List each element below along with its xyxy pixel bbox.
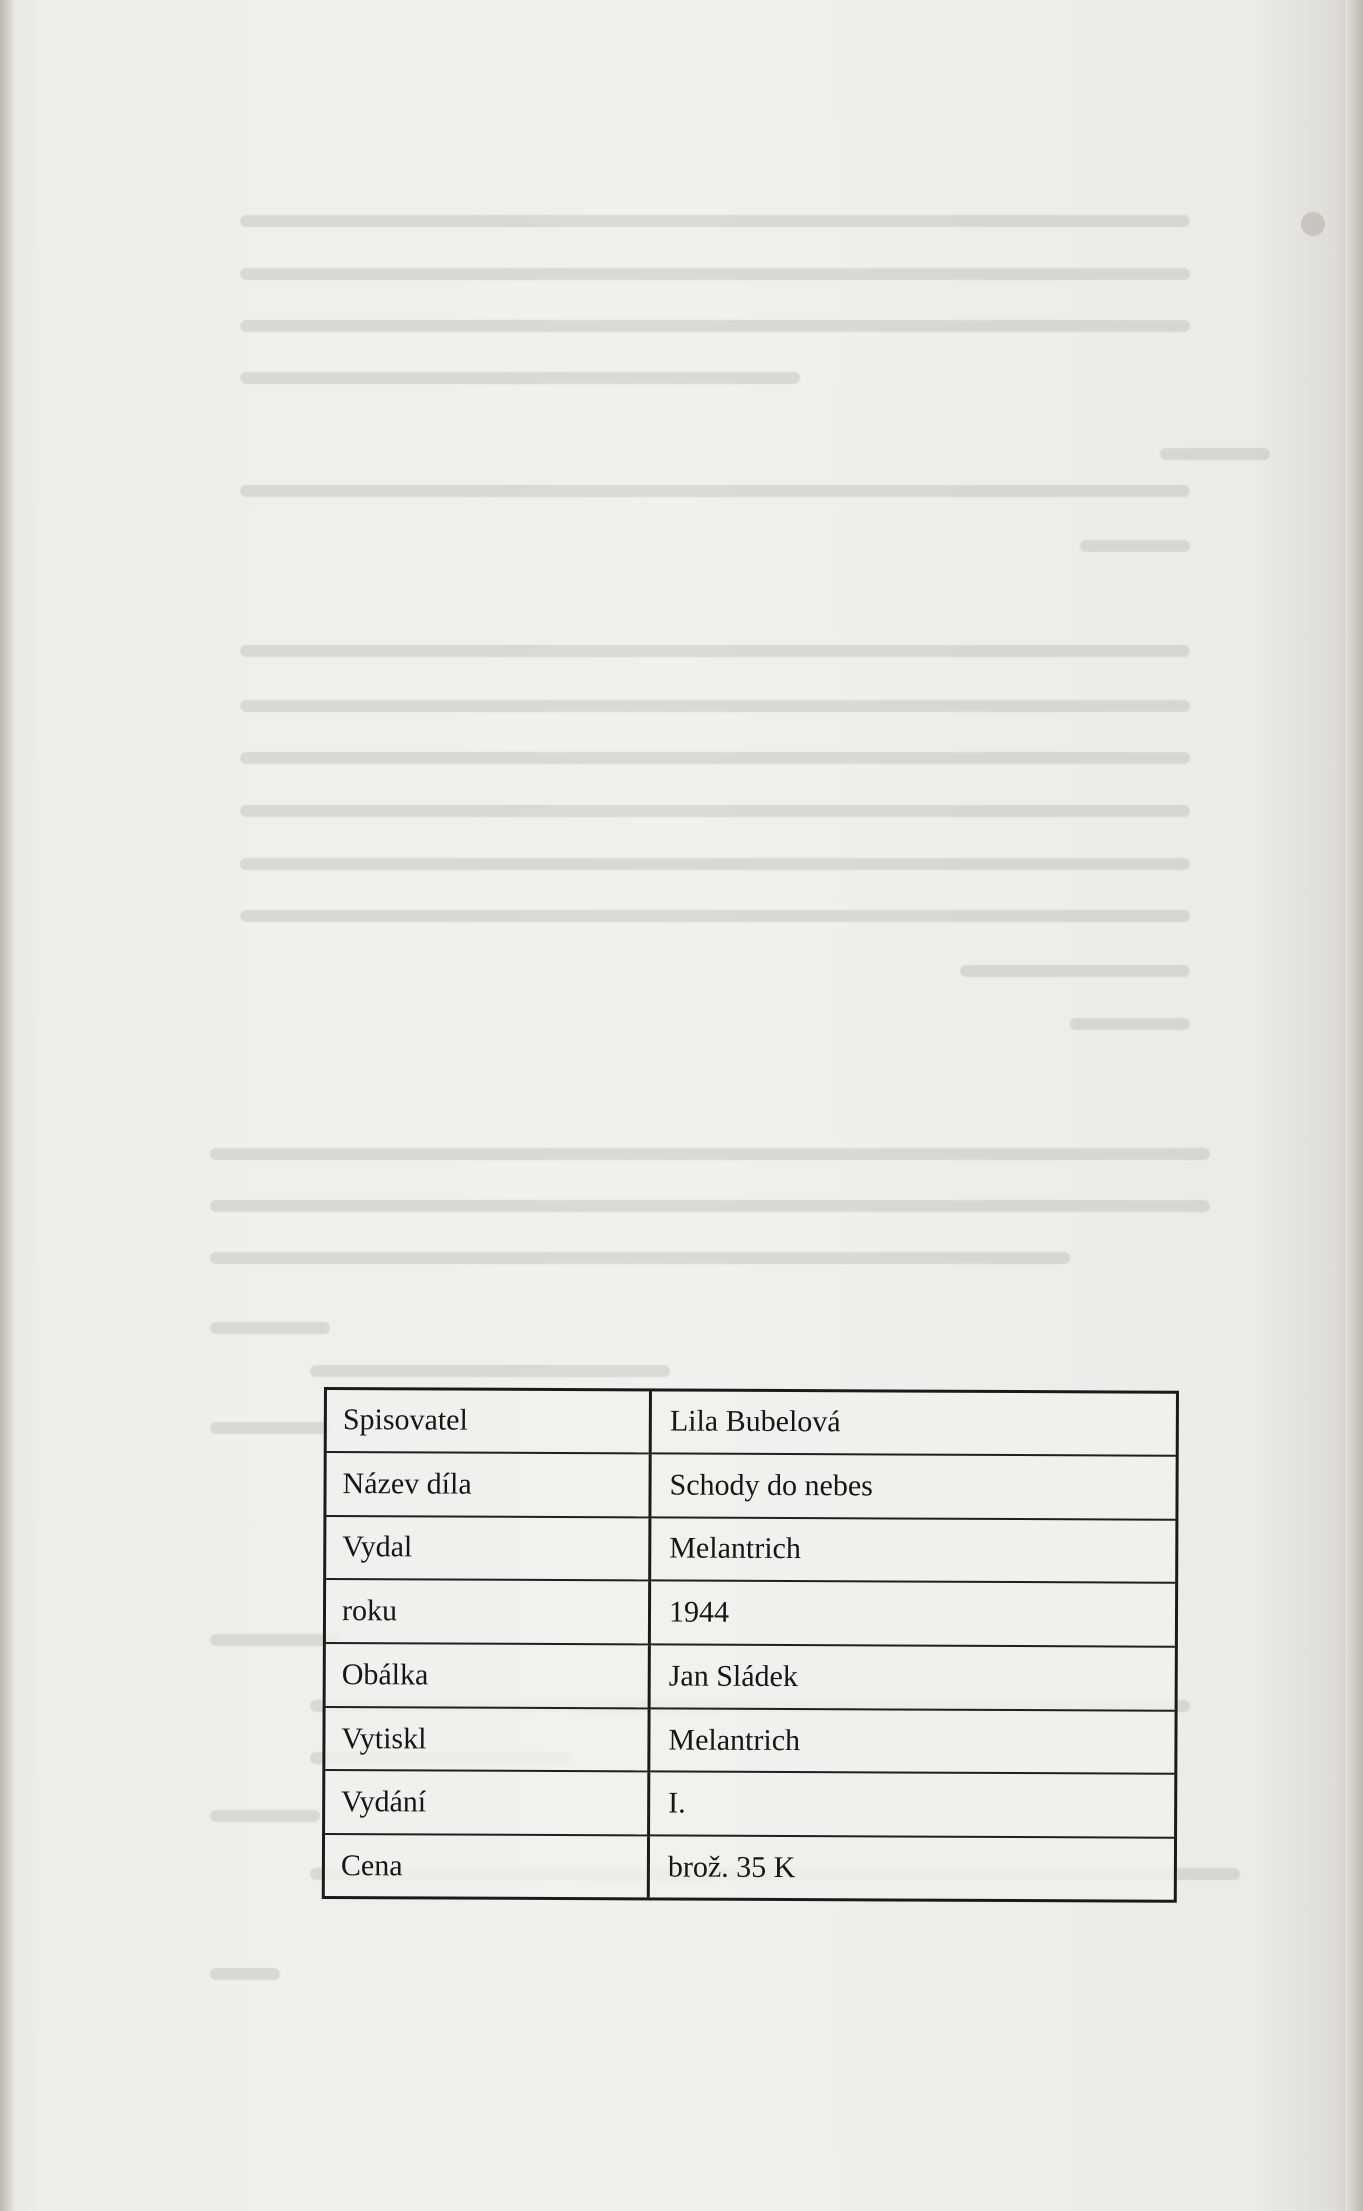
- record-label: Vytiskl: [325, 1707, 649, 1772]
- record-row-title: [326, 1452, 1175, 1519]
- record-value: Schody do nebes: [650, 1453, 1176, 1519]
- record-row-printer: [325, 1707, 1174, 1774]
- record-value: Jan Sládek: [649, 1644, 1175, 1710]
- record-label: roku: [326, 1579, 650, 1644]
- paper-spot: [1301, 212, 1325, 236]
- record-label: Spisovatel: [327, 1390, 651, 1453]
- record-value: 1944: [649, 1581, 1175, 1647]
- record-row-edition: [325, 1770, 1174, 1837]
- record-value: brož. 35 K: [667, 1850, 796, 1884]
- record-label: Cena: [325, 1834, 649, 1897]
- record-row-cover: [326, 1643, 1175, 1710]
- record-row-publisher: [326, 1516, 1175, 1583]
- publication-record-table: [325, 1390, 1176, 1900]
- record-row-year: [326, 1579, 1175, 1646]
- publication-record-stamp: [322, 1387, 1179, 1903]
- record-label: Vydání: [325, 1770, 649, 1835]
- record-row-author: [327, 1390, 1176, 1456]
- record-value: Melantrich: [649, 1708, 1175, 1774]
- record-value: Lila Bubelová: [650, 1391, 1176, 1455]
- record-label: Obálka: [326, 1643, 650, 1708]
- record-label: Název díla: [326, 1452, 650, 1517]
- record-value: I.: [649, 1772, 1175, 1838]
- record-row-price: [325, 1834, 1174, 1900]
- record-value: Melantrich: [650, 1517, 1176, 1583]
- record-label: Vydal: [326, 1516, 650, 1581]
